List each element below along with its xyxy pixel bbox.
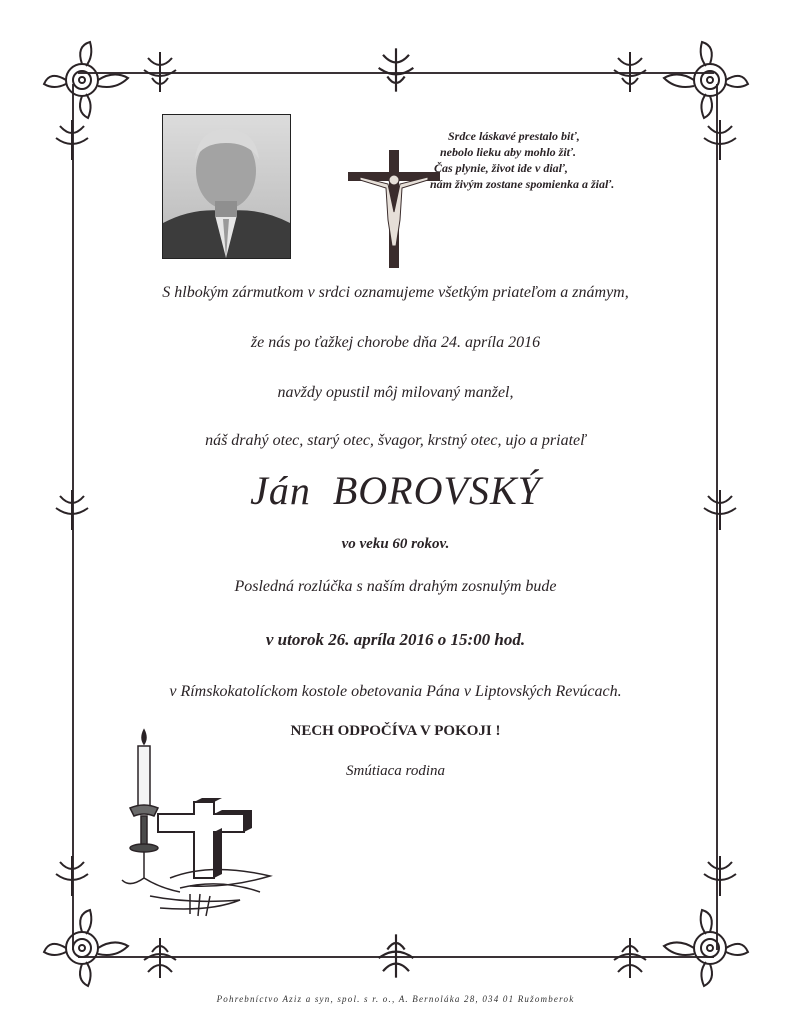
rose-ornament-icon: [660, 40, 752, 120]
poem-line: nebolo lieku aby mohlo žiť.: [440, 145, 577, 159]
lily-ornament-icon: [606, 934, 654, 982]
poem-line: Srdce láskavé prestalo biť,: [448, 129, 580, 143]
deceased-age: vo veku 60 rokov.: [341, 536, 450, 552]
announcement-line-1: S hlbokým zármutkom v srdci oznamujeme všetkým priateľom a známym,: [162, 284, 629, 301]
lily-ornament-icon: [136, 48, 184, 96]
lily-ornament-icon: [48, 116, 96, 164]
lily-ornament-icon: [370, 930, 422, 982]
rest-in-peace: NECH ODPOČÍVA V POKOJI !: [290, 723, 501, 739]
deceased-name: Ján BOROVSKÝ: [250, 468, 541, 513]
poem: [430, 128, 690, 192]
crucifix-icon: [348, 150, 440, 268]
funeral-place: v Rímskokatolíckom kostole obetovania Pána v Liptovských Revúcach.: [169, 683, 622, 700]
grieving-family: Smútiaca rodina: [345, 763, 446, 779]
poem-line: Čas plynie, život ide v diaľ,: [434, 161, 568, 175]
funeral-intro: Posledná rozlúčka s naším drahým zosnulým bude: [234, 578, 557, 595]
lily-ornament-icon: [136, 934, 184, 982]
lily-ornament-icon: [696, 116, 744, 164]
poem-line: nám živým zostane spomienka a žiaľ.: [430, 177, 615, 191]
funeral-datetime: v utorok 26. apríla 2016 o 15:00 hod.: [265, 630, 526, 649]
lily-ornament-icon: [696, 852, 744, 900]
portrait-photo: [162, 114, 291, 259]
lily-ornament-icon: [48, 852, 96, 900]
announcement-line-2: že nás po ťažkej chorobe dňa 24. apríla 2016: [250, 334, 541, 351]
cross-icon: [158, 798, 252, 878]
candle-icon: [120, 728, 280, 918]
rose-ornament-icon: [660, 908, 752, 988]
lily-ornament-icon: [370, 44, 422, 96]
lily-ornament-icon: [606, 48, 654, 96]
announcement-line-3: navždy opustil môj milovaný manžel,: [277, 384, 514, 401]
announcement-line-4: náš drahý otec, starý otec, švagor, krstný otec, ujo a priateľ: [205, 432, 586, 449]
rose-ornament-icon: [40, 40, 132, 120]
funeral-home-footer: Pohrebníctvo Aziz a syn, spol. s r. o., A. Bernoláka 28, 034 01 Ružomberok: [216, 994, 575, 1004]
rose-ornament-icon: [40, 908, 132, 988]
